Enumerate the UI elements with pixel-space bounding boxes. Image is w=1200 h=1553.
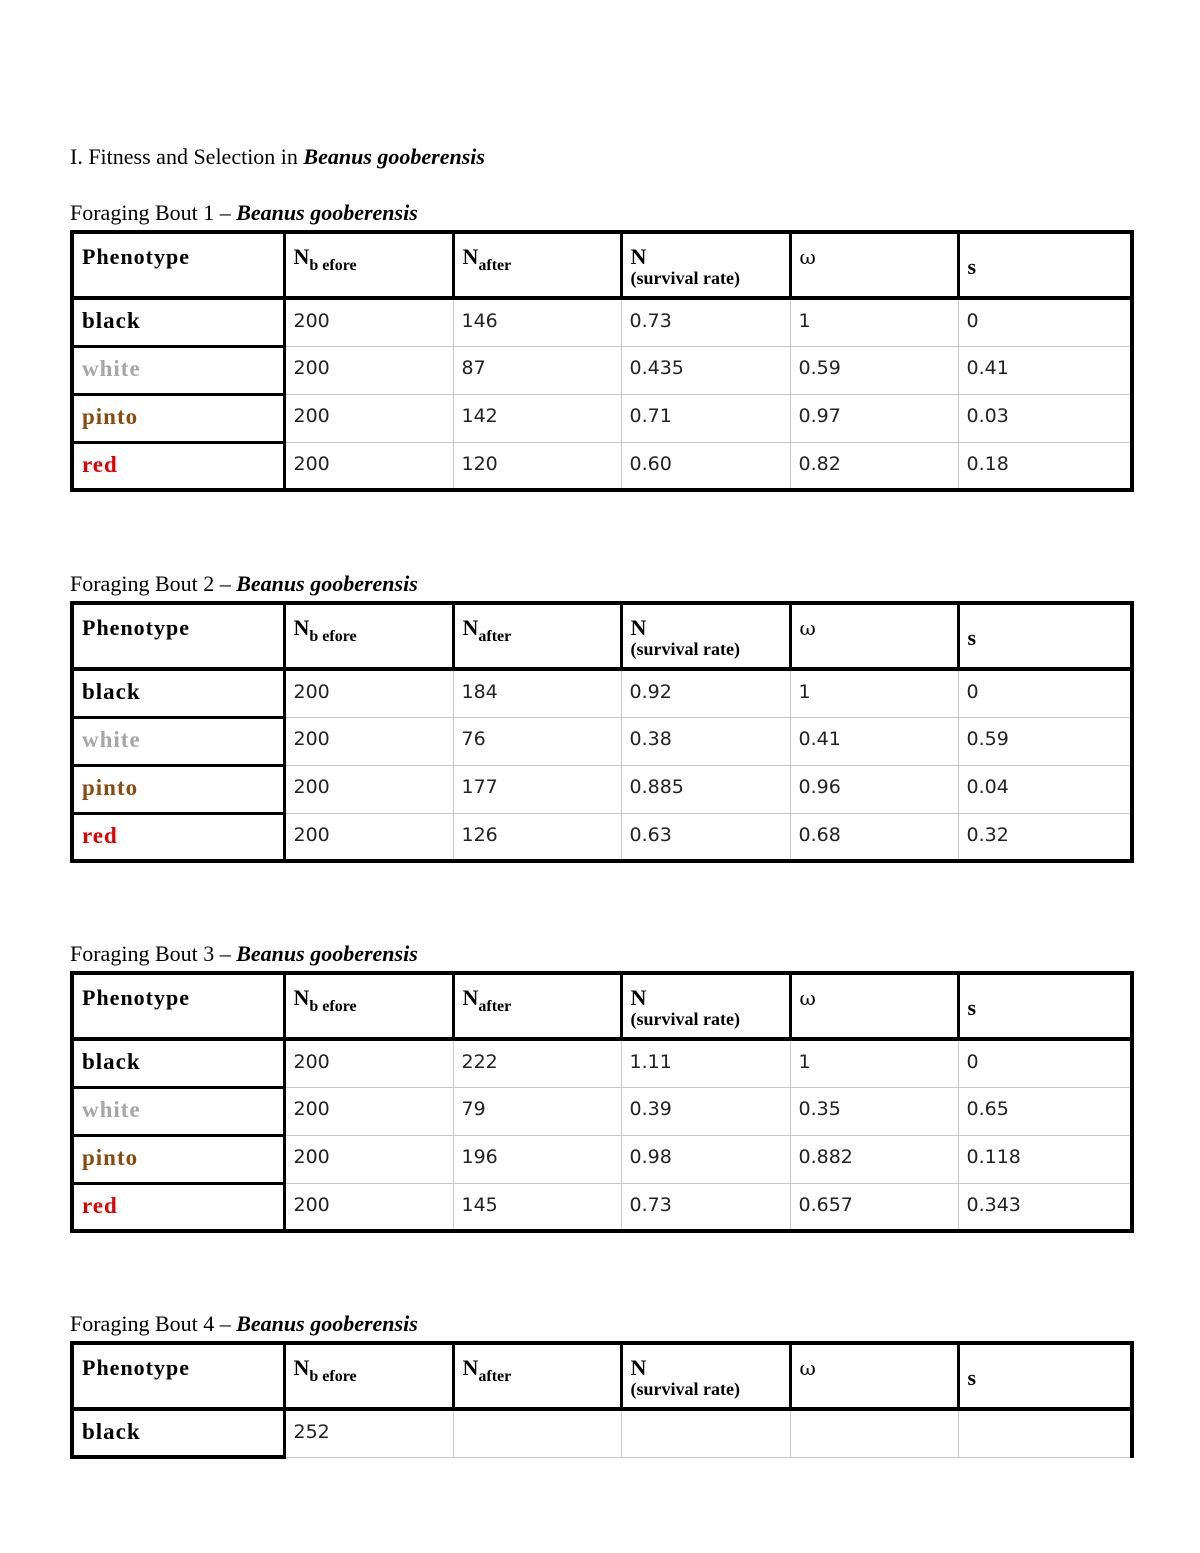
table-row — [72, 1087, 1132, 1135]
cell-n-before: 200 — [284, 1135, 453, 1183]
table-row — [72, 1135, 1132, 1183]
cell-n-after: 146 — [453, 298, 621, 346]
bout-caption-prefix: Foraging Bout 2 – — [70, 571, 237, 596]
cell-s: 0.04 — [958, 765, 1132, 813]
bout-caption-species: Beanus gooberensis — [236, 200, 418, 225]
header-n-after: $N_{after}$ — [453, 232, 621, 298]
header-phenotype: Phenotype — [72, 232, 284, 298]
cell-n-after: 177 — [453, 765, 621, 813]
cell-n-after: 142 — [453, 394, 621, 442]
cell-s: 0 — [958, 298, 1132, 346]
cell-survival: 0.63 — [621, 813, 790, 861]
cell-s: 0.03 — [958, 394, 1132, 442]
cell-survival: 0.92 — [621, 669, 790, 717]
cell-omega: 0.68 — [790, 813, 958, 861]
cell-n-before: 200 — [284, 669, 453, 717]
table-row — [72, 1039, 1132, 1087]
bout-table — [70, 1341, 1134, 1459]
header-omega: ω — [790, 1343, 958, 1409]
cell-s: 0 — [958, 669, 1132, 717]
cell-n-before: 200 — [284, 1039, 453, 1087]
cell-n-after: 196 — [453, 1135, 621, 1183]
cell-omega: 0.35 — [790, 1087, 958, 1135]
table-row — [72, 346, 1132, 394]
table-header-row — [72, 232, 1132, 298]
table-row — [72, 669, 1132, 717]
header-phenotype: Phenotype — [72, 1343, 284, 1409]
cell-n-after: 87 — [453, 346, 621, 394]
cell-omega — [790, 1409, 958, 1457]
section-title — [70, 144, 485, 170]
cell-survival: 0.435 — [621, 346, 790, 394]
bout-caption — [70, 571, 1130, 601]
cell-n-after: 145 — [453, 1183, 621, 1231]
cell-s: 0.343 — [958, 1183, 1132, 1231]
cell-n-before: 200 — [284, 346, 453, 394]
cell-survival — [621, 1409, 790, 1457]
cell-survival: 0.73 — [621, 298, 790, 346]
phenotype-cell-black: black — [72, 1039, 284, 1087]
header-omega: ω — [790, 603, 958, 669]
cell-n-before: 200 — [284, 717, 453, 765]
cell-s — [958, 1409, 1132, 1457]
cell-n-before: 200 — [284, 1087, 453, 1135]
phenotype-cell-pinto: pinto — [72, 1135, 284, 1183]
section-title-species: Beanus gooberensis — [303, 144, 485, 169]
cell-n-after — [453, 1409, 621, 1457]
cell-omega: 0.882 — [790, 1135, 958, 1183]
cell-s: 0.41 — [958, 346, 1132, 394]
phenotype-cell-pinto: pinto — [72, 765, 284, 813]
cell-s: 0.118 — [958, 1135, 1132, 1183]
bout-caption-species: Beanus gooberensis — [236, 941, 418, 966]
section-title-prefix: I. Fitness and Selection in — [70, 144, 304, 169]
table-row — [72, 394, 1132, 442]
bout-table — [70, 971, 1134, 1233]
cell-s: 0.32 — [958, 813, 1132, 861]
table-row — [72, 813, 1132, 861]
header-survival-rate: N (survival rate) — [621, 603, 790, 669]
phenotype-cell-white: white — [72, 346, 284, 394]
cell-omega: 0.41 — [790, 717, 958, 765]
phenotype-cell-red: red — [72, 442, 284, 490]
cell-omega: 1 — [790, 1039, 958, 1087]
table-row — [72, 765, 1132, 813]
table-row — [72, 1409, 1132, 1457]
bout-table — [70, 601, 1134, 863]
phenotype-cell-white: white — [72, 717, 284, 765]
cell-n-after: 79 — [453, 1087, 621, 1135]
header-s: s — [958, 1343, 1132, 1409]
cell-omega: 0.82 — [790, 442, 958, 490]
cell-omega: 1 — [790, 298, 958, 346]
cell-survival: 0.73 — [621, 1183, 790, 1231]
phenotype-cell-red: red — [72, 813, 284, 861]
header-n-before: $N_{b efore}$ — [284, 232, 453, 298]
header-survival-rate: N (survival rate) — [621, 973, 790, 1039]
header-omega: ω — [790, 973, 958, 1039]
table-row — [72, 1183, 1132, 1231]
header-s: s — [958, 232, 1132, 298]
foraging-bout-2 — [70, 571, 1130, 863]
header-phenotype: Phenotype — [72, 973, 284, 1039]
header-n-after: $N_{after}$ — [453, 603, 621, 669]
cell-survival: 0.39 — [621, 1087, 790, 1135]
phenotype-cell-black: black — [72, 298, 284, 346]
bout-caption — [70, 941, 1130, 971]
cell-survival: 0.98 — [621, 1135, 790, 1183]
cell-s: 0.59 — [958, 717, 1132, 765]
header-survival-rate: N (survival rate) — [621, 232, 790, 298]
phenotype-cell-black: black — [72, 669, 284, 717]
cell-omega: 0.59 — [790, 346, 958, 394]
header-omega: ω — [790, 232, 958, 298]
cell-s: 0.18 — [958, 442, 1132, 490]
header-n-after: $N_{after}$ — [453, 1343, 621, 1409]
table-row — [72, 298, 1132, 346]
cell-n-after: 120 — [453, 442, 621, 490]
bout-caption-prefix: Foraging Bout 1 – — [70, 200, 237, 225]
header-s: s — [958, 603, 1132, 669]
cell-n-before: 200 — [284, 1183, 453, 1231]
table-row — [72, 442, 1132, 490]
header-n-before: $N_{b efore}$ — [284, 603, 453, 669]
cell-n-before: 200 — [284, 298, 453, 346]
header-s: s — [958, 973, 1132, 1039]
phenotype-cell-white: white — [72, 1087, 284, 1135]
phenotype-cell-red: red — [72, 1183, 284, 1231]
cell-n-before: 200 — [284, 394, 453, 442]
cell-n-after: 76 — [453, 717, 621, 765]
header-n-before: $N_{b efore}$ — [284, 1343, 453, 1409]
table-row — [72, 717, 1132, 765]
bout-caption-prefix: Foraging Bout 3 – — [70, 941, 237, 966]
cell-n-before: 200 — [284, 442, 453, 490]
cell-n-after: 184 — [453, 669, 621, 717]
cell-s: 0 — [958, 1039, 1132, 1087]
cell-survival: 1.11 — [621, 1039, 790, 1087]
foraging-bout-1 — [70, 200, 1130, 492]
header-survival-rate: N (survival rate) — [621, 1343, 790, 1409]
cell-n-before: 200 — [284, 765, 453, 813]
cell-n-before: 200 — [284, 813, 453, 861]
cell-n-after: 126 — [453, 813, 621, 861]
cell-omega: 0.96 — [790, 765, 958, 813]
cell-survival: 0.38 — [621, 717, 790, 765]
bout-caption-species: Beanus gooberensis — [236, 571, 418, 596]
cell-omega: 0.97 — [790, 394, 958, 442]
table-header-row — [72, 973, 1132, 1039]
bout-table — [70, 230, 1134, 492]
foraging-bout-4 — [70, 1311, 1130, 1459]
cell-n-before: 252 — [284, 1409, 453, 1457]
bout-caption — [70, 1311, 1130, 1341]
header-phenotype: Phenotype — [72, 603, 284, 669]
table-header-row — [72, 1343, 1132, 1409]
cell-omega: 0.657 — [790, 1183, 958, 1231]
table-header-row — [72, 603, 1132, 669]
header-n-after: $N_{after}$ — [453, 973, 621, 1039]
phenotype-cell-black: black — [72, 1409, 284, 1457]
cell-s: 0.65 — [958, 1087, 1132, 1135]
cell-survival: 0.60 — [621, 442, 790, 490]
cell-omega: 1 — [790, 669, 958, 717]
header-n-before: $N_{b efore}$ — [284, 973, 453, 1039]
foraging-bout-3 — [70, 941, 1130, 1233]
cell-n-after: 222 — [453, 1039, 621, 1087]
bout-caption — [70, 200, 1130, 230]
bout-caption-prefix: Foraging Bout 4 – — [70, 1311, 237, 1336]
cell-survival: 0.885 — [621, 765, 790, 813]
cell-survival: 0.71 — [621, 394, 790, 442]
bout-caption-species: Beanus gooberensis — [236, 1311, 418, 1336]
phenotype-cell-pinto: pinto — [72, 394, 284, 442]
